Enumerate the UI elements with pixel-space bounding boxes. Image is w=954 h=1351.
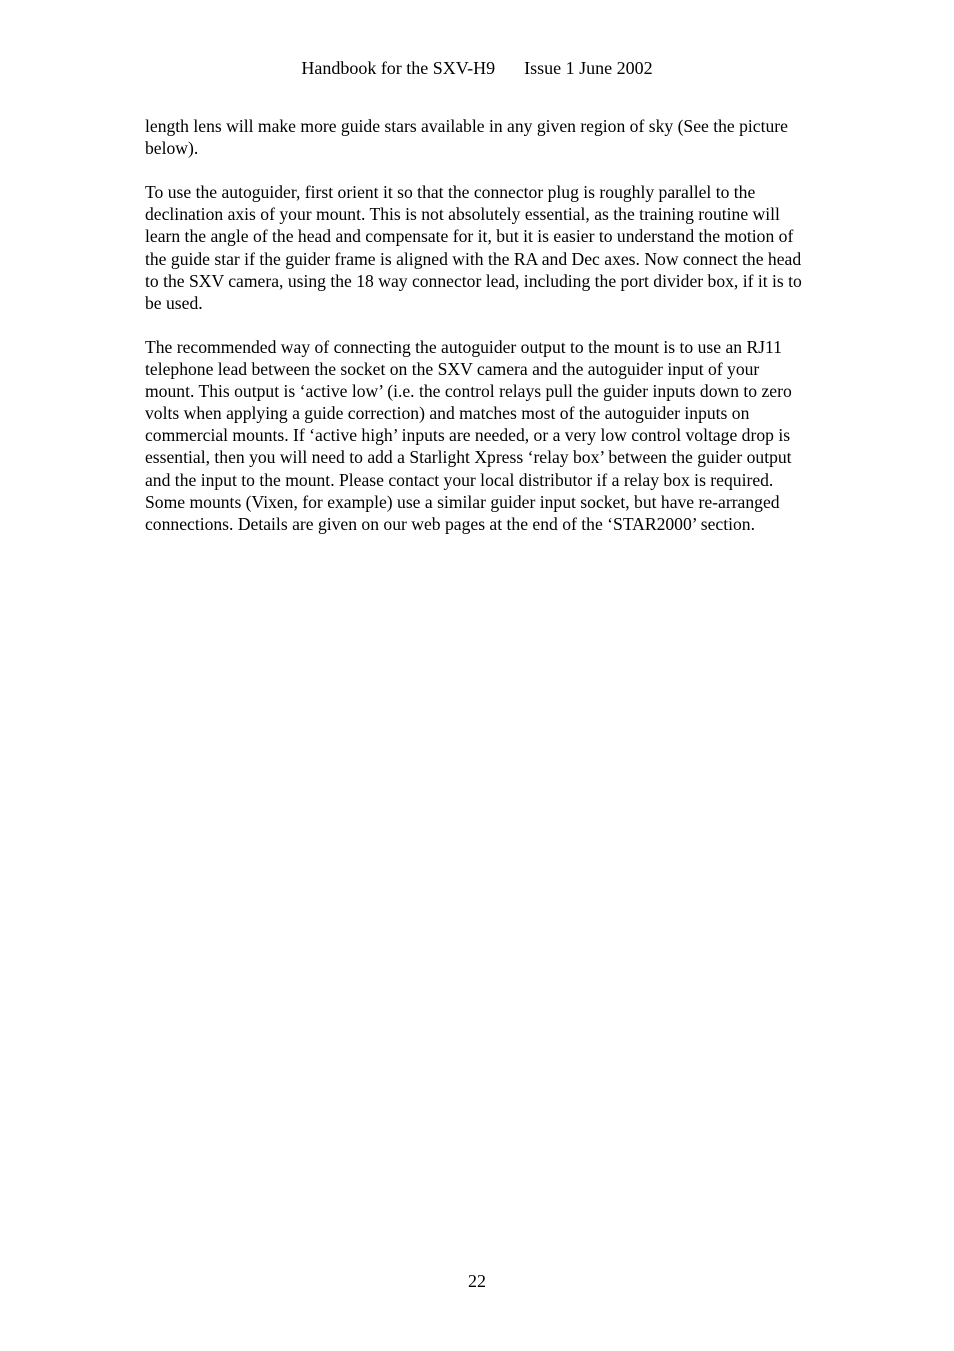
issue-date: Issue 1 June 2002 [524,58,653,78]
paragraph-guide-stars: length lens will make more guide stars available in any given region of sky (See the picture below). [145,116,788,159]
page-body [145,115,813,557]
document-title: Handbook for the SXV-H9 [301,58,496,78]
page-number: 22 [468,1271,486,1291]
page-header [0,57,954,79]
paragraph-orient-autoguider: To use the autoguider, first orient it so that the connector plug is roughly parallel to the declination axis of your mount. This is not absolutely essential, as the training routine will learn the angle of the head and compensate for it, but it is easier to understand the motion of the guide star if the guider frame is aligned with the RA and Dec axes. Now connect the head to the SXV camera, using the 18 way connector lead, including the port divider box, if it is to be used. [145,182,802,313]
page-footer [0,1270,954,1292]
paragraph-connecting-output: The recommended way of connecting the autoguider output to the mount is to use an RJ11 telephone lead between the socket on the SXV camera and the autoguider input of your mount. This output is ‘active low’ (i.e. the control relays pull the guider inputs down to zero volts when applying a guide correction) and matches most of the autoguider inputs on commercial mounts. If ‘active high’ inputs are needed, or a very low control voltage drop is essential, then you will need to add a Starlight Xpress ‘relay box’ between the guider output and the input to the mount. Please contact your local distributor if a relay box is required. Some mounts (Vixen, for example) use a similar guider input socket, but have re-arranged connections. Details are given on our web pages at the end of the ‘STAR2000’ section. [145,336,792,534]
